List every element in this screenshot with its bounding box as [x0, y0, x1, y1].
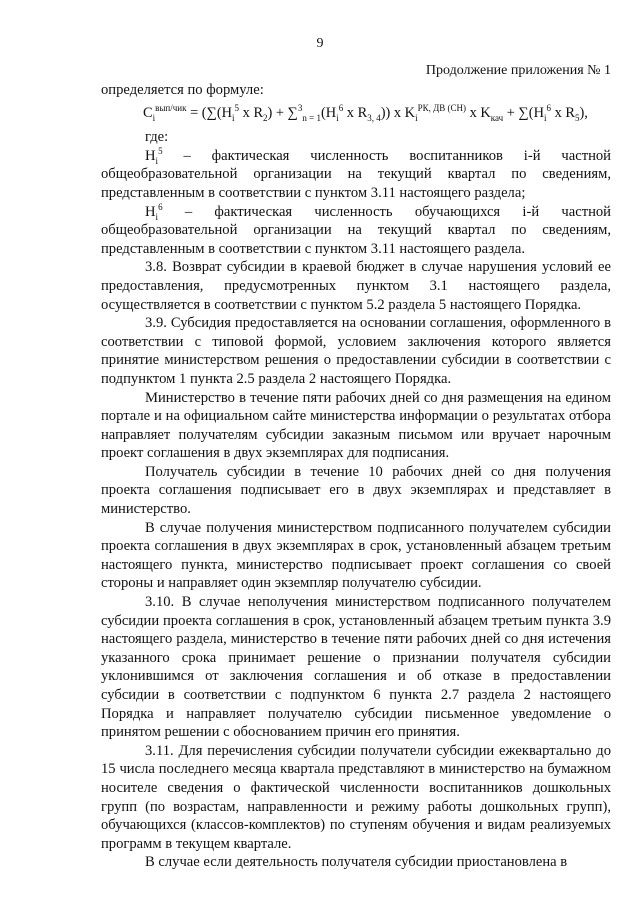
definition-h6: $H_i^6$ – фактическая численность обучающихся i-й частной общеобразовательной организации на текущий квартал по сведениям, представленным в соответствии с пунктом 3.11 настоящего раздела.	[101, 201, 611, 257]
subsidy-formula: $C_i^{вып/чик} = (\sum(H_i^5$ x $R_2) + \sum^3_{n = 1}(H_i^6$ x $R_{3, 4}$)) x $K_i^{РК, ДВ (СН)}$ x $K_{кач} + \sum(H_i^6$ x $R_5$),	[143, 102, 588, 123]
paragraph-3-9-ministry: Министерство в течение пяти рабочих дней со дня размещения на едином портале и на официальном сайте министерства информации о результатах отбора направляет получателям субсидии заказным письмом или вручает нарочным проект соглашения в двух экземплярах для подписания.	[101, 389, 611, 462]
paragraph-3-9: 3.9. Субсидия предоставляется на основании соглашения, оформленного в соответствии с типовой формой, условием заключения которого является принятие министерством решения о предоставлении субсидии в соответствии с подпунктом 1 пункта 2.5 раздела 2 настоящего Порядка.	[101, 315, 611, 387]
page-number: 9	[316, 36, 324, 51]
paragraph-3-8: 3.8. Возврат субсидии в краевой бюджет в случае нарушения условий ее предоставления, предусмотренных пунктом 3.1 настоящего раздела, осуществляется в соответствии с пунктом 5.2 раздела 5 настоящего Порядка.	[101, 259, 611, 313]
formula-intro: определяется по формуле:	[101, 82, 264, 98]
formula-where: где:	[145, 129, 169, 146]
definition-h5: $H_i^5$ – фактическая численность воспитанников i-й частной общеобразовательной организации на текущий квартал по сведениям, представленным в соответствии с пунктом 3.11 настоящего раздела;	[101, 145, 611, 201]
paragraph-3-9-signing: В случае получения министерством подписанного получателем субсидии проекта соглашения в двух экземплярах в срок, установленный абзацем третьим настоящего пункта, министерство подписывает проект соглашения со своей стороны и направляет один экземпляр получателю субсидии.	[101, 519, 611, 592]
appendix-continuation-label: Продолжение приложения № 1	[425, 63, 611, 78]
paragraph-3-10: 3.10. В случае неполучения министерством подписанного получателем субсидии проекта соглашения в срок, установленный абзацем третьим пункта 3.9 настоящего раздела, министерство в течение пяти рабочих дней со дня истечения указанного срока принимает решение о признании получателя субсидии уклонившимся от заключения соглашения и об отказе в предоставлении субсидии в соответствии с подпунктом 6 пункта 2.7 раздела 2 настоящего Порядка и направляет получателю субсидии письменное уведомление о принятом решении с обоснованием причин его принятия.	[101, 594, 611, 741]
paragraph-3-9-recipient: Получатель субсидии в течение 10 рабочих дней со дня получения проекта соглашения подписывает его в двух экземплярах и представляет в министерство.	[101, 463, 611, 518]
document-body	[101, 81, 611, 872]
paragraph-suspension: В случае если деятельность получателя субсидии приостановлена в	[145, 854, 568, 871]
paragraph-3-11: 3.11. Для перечисления субсидии получатели субсидии ежеквартально до 15 числа последнего месяца квартала представляют в министерство на бумажном носителе сведения о фактической численности воспитанников дошкольных групп (по возрастам, направленности и режиму работы дошкольных групп), обучающихся (классов-комплектов) по ступеням обучения и видам реализуемых программ в текущем квартале.	[101, 742, 611, 852]
